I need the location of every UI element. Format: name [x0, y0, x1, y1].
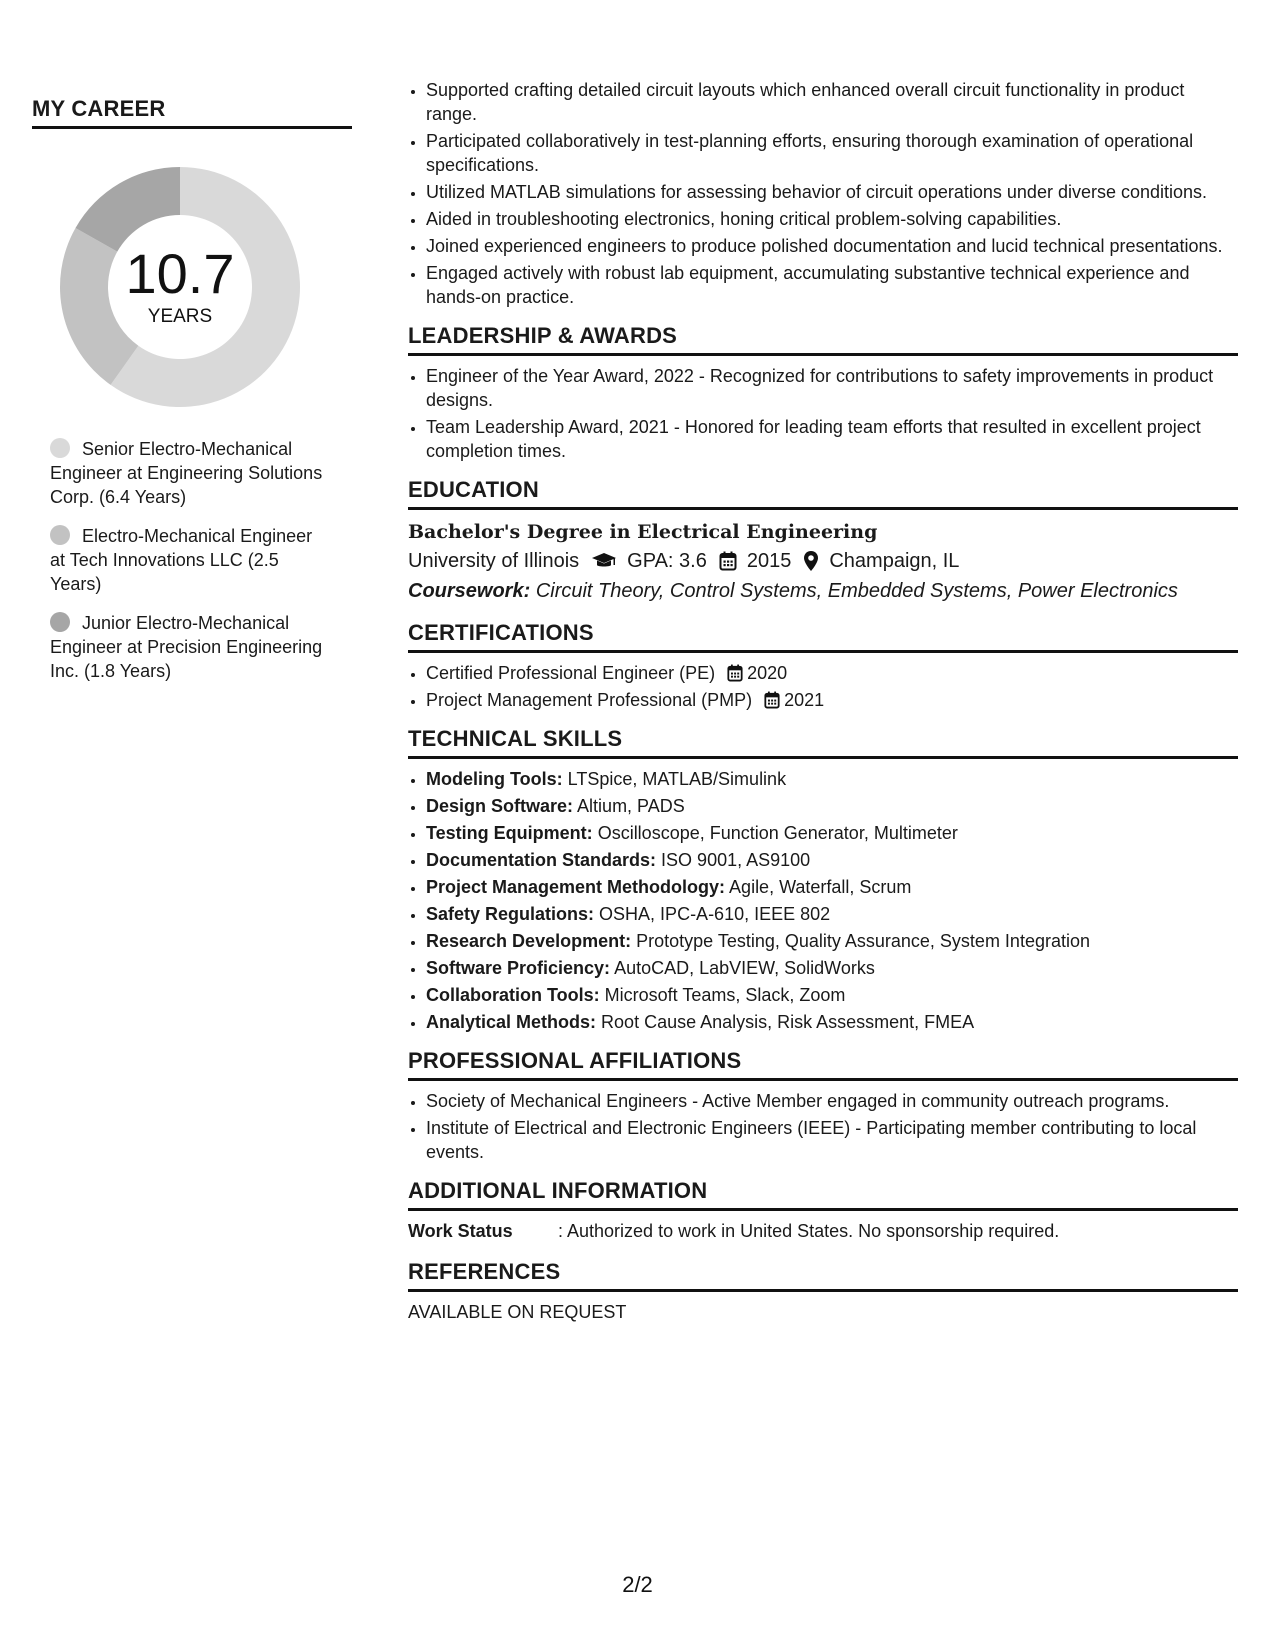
list-item: • Utilized MATLAB simulations for assessing behavior of circuit operations under diverse conditions.: [426, 180, 1238, 204]
calendar-icon: [727, 664, 743, 682]
certifications-section: [408, 620, 1238, 712]
skill-label: Documentation Standards:: [426, 850, 657, 870]
list-item: [426, 661, 1238, 685]
coursework-list: Circuit Theory, Control Systems, Embedded Systems, Power Electronics: [535, 580, 1178, 602]
leadership-section: [408, 323, 1238, 463]
skill-value: Altium, PADS: [577, 796, 685, 816]
skill-value: Prototype Testing, Quality Assurance, System Integration: [636, 931, 1090, 951]
legend-dot: [50, 525, 70, 545]
skill-value: Root Cause Analysis, Risk Assessment, FMEA: [601, 1012, 975, 1032]
list-item: • Supported crafting detailed circuit layouts which enhanced overall circuit functionality in product range.: [426, 78, 1238, 126]
skill-label: Testing Equipment:: [426, 823, 593, 843]
list-item: [426, 848, 1238, 872]
legend-item: [50, 524, 332, 596]
legend-item: [50, 437, 332, 509]
legend-label: Senior Electro-Mechanical Engineer at Engineering Solutions Corp. (6.4 Years): [50, 439, 323, 507]
legend-dot: [50, 438, 70, 458]
list-item: [426, 956, 1238, 980]
affiliations-list: [408, 1089, 1238, 1164]
career-title: MY CAREER: [32, 96, 352, 129]
leadership-title: LEADERSHIP & AWARDS: [408, 323, 1238, 356]
references-title: REFERENCES: [408, 1259, 1238, 1292]
additional-info-section: [408, 1178, 1238, 1243]
skill-label: Research Development:: [426, 931, 632, 951]
legend-label: Junior Electro-Mechanical Engineer at Precision Engineering Inc. (1.8 Years): [50, 613, 323, 681]
list-item: [426, 875, 1238, 899]
affiliations-section: [408, 1048, 1238, 1164]
work-status-row: [408, 1219, 1238, 1243]
skill-label: Modeling Tools:: [426, 769, 563, 789]
experience-bullets: [408, 78, 1238, 309]
gpa: GPA: 3.6: [627, 550, 707, 572]
list-item: [426, 794, 1238, 818]
list-item: [426, 1010, 1238, 1034]
list-item: • Engaged actively with robust lab equipment, accumulating substantive technical experience and hands-on practice.: [426, 261, 1238, 309]
legend-label: Electro-Mechanical Engineer at Tech Innovations LLC (2.5 Years): [50, 526, 313, 594]
career-legend: [50, 437, 332, 683]
career-donut-chart: [56, 163, 304, 411]
career-sidebar: [32, 96, 352, 698]
skill-value: Agile, Waterfall, Scrum: [729, 877, 912, 897]
skill-value: Oscilloscope, Function Generator, Multimeter: [597, 823, 958, 843]
skill-label: Collaboration Tools:: [426, 985, 600, 1005]
cert-name: Project Management Professional (PMP): [426, 690, 753, 710]
graduation-year: 2015: [746, 550, 792, 572]
skill-label: Analytical Methods:: [426, 1012, 597, 1032]
list-item: [426, 902, 1238, 926]
affiliations-title: PROFESSIONAL AFFILIATIONS: [408, 1048, 1238, 1081]
skills-list: [408, 767, 1238, 1034]
page-number: 2/2: [622, 1572, 653, 1597]
skill-value: Microsoft Teams, Slack, Zoom: [604, 985, 846, 1005]
legend-item: [50, 611, 332, 683]
work-status-value: : Authorized to work in United States. No sponsorship required.: [558, 1221, 1060, 1241]
list-item: [426, 767, 1238, 791]
certifications-list: [408, 661, 1238, 712]
leadership-list: [408, 364, 1238, 463]
education-details: [408, 546, 1238, 576]
skill-label: Project Management Methodology:: [426, 877, 726, 897]
career-years-unit: YEARS: [147, 306, 213, 327]
skill-value: LTSpice, MATLAB/Simulink: [567, 769, 787, 789]
degree-name: Bachelor's Degree in Electrical Engineering: [408, 521, 878, 543]
list-item: • Society of Mechanical Engineers - Active Member engaged in community outreach programs.: [426, 1089, 1238, 1113]
list-item: [426, 821, 1238, 845]
list-item: [426, 688, 1238, 712]
skill-value: AutoCAD, LabVIEW, SolidWorks: [614, 958, 875, 978]
cert-year: 2021: [784, 690, 825, 710]
map-pin-icon: [803, 550, 819, 572]
school-location: Champaign, IL: [829, 550, 960, 572]
list-item: • Engineer of the Year Award, 2022 - Recognized for contributions to safety improvements in product designs.: [426, 364, 1238, 412]
list-item: • Team Leadership Award, 2021 - Honored for leading team efforts that resulted in excellent project completion times.: [426, 415, 1238, 463]
skill-label: Safety Regulations:: [426, 904, 595, 924]
references-section: [408, 1259, 1238, 1324]
skill-label: Software Proficiency:: [426, 958, 611, 978]
skill-label: Design Software:: [426, 796, 574, 816]
certifications-title: CERTIFICATIONS: [408, 620, 1238, 653]
school-name: University of Illinois: [408, 550, 580, 572]
work-status-label: Work Status: [408, 1221, 513, 1241]
coursework: [408, 576, 1238, 606]
list-item: • Institute of Electrical and Electronic Engineers (IEEE) - Participating member contributing to local events.: [426, 1116, 1238, 1164]
calendar-icon: [719, 551, 737, 571]
skills-title: TECHNICAL SKILLS: [408, 726, 1238, 759]
list-item: • Aided in troubleshooting electronics, honing critical problem-solving capabilities.: [426, 207, 1238, 231]
calendar-icon: [764, 691, 780, 709]
skills-section: [408, 726, 1238, 1034]
additional-info-title: ADDITIONAL INFORMATION: [408, 1178, 1238, 1211]
cert-year: 2020: [747, 663, 788, 683]
cert-name: Certified Professional Engineer (PE): [426, 663, 716, 683]
coursework-label: Coursework:: [408, 580, 531, 602]
list-item: • Participated collaboratively in test-planning efforts, ensuring thorough examination of operational specifications.: [426, 129, 1238, 177]
donut-center: [56, 163, 304, 411]
graduation-cap-icon: [591, 552, 617, 570]
legend-dot: [50, 612, 70, 632]
education-section: [408, 477, 1238, 606]
career-total-years: 10.7: [125, 242, 235, 305]
references-text: AVAILABLE ON REQUEST: [408, 1302, 627, 1322]
list-item: [426, 983, 1238, 1007]
skill-value: OSHA, IPC-A-610, IEEE 802: [599, 904, 831, 924]
main-content: [408, 78, 1238, 1324]
list-item: • Joined experienced engineers to produce polished documentation and lucid technical presentations.: [426, 234, 1238, 258]
list-item: [426, 929, 1238, 953]
skill-value: ISO 9001, AS9100: [661, 850, 811, 870]
education-title: EDUCATION: [408, 477, 1238, 510]
